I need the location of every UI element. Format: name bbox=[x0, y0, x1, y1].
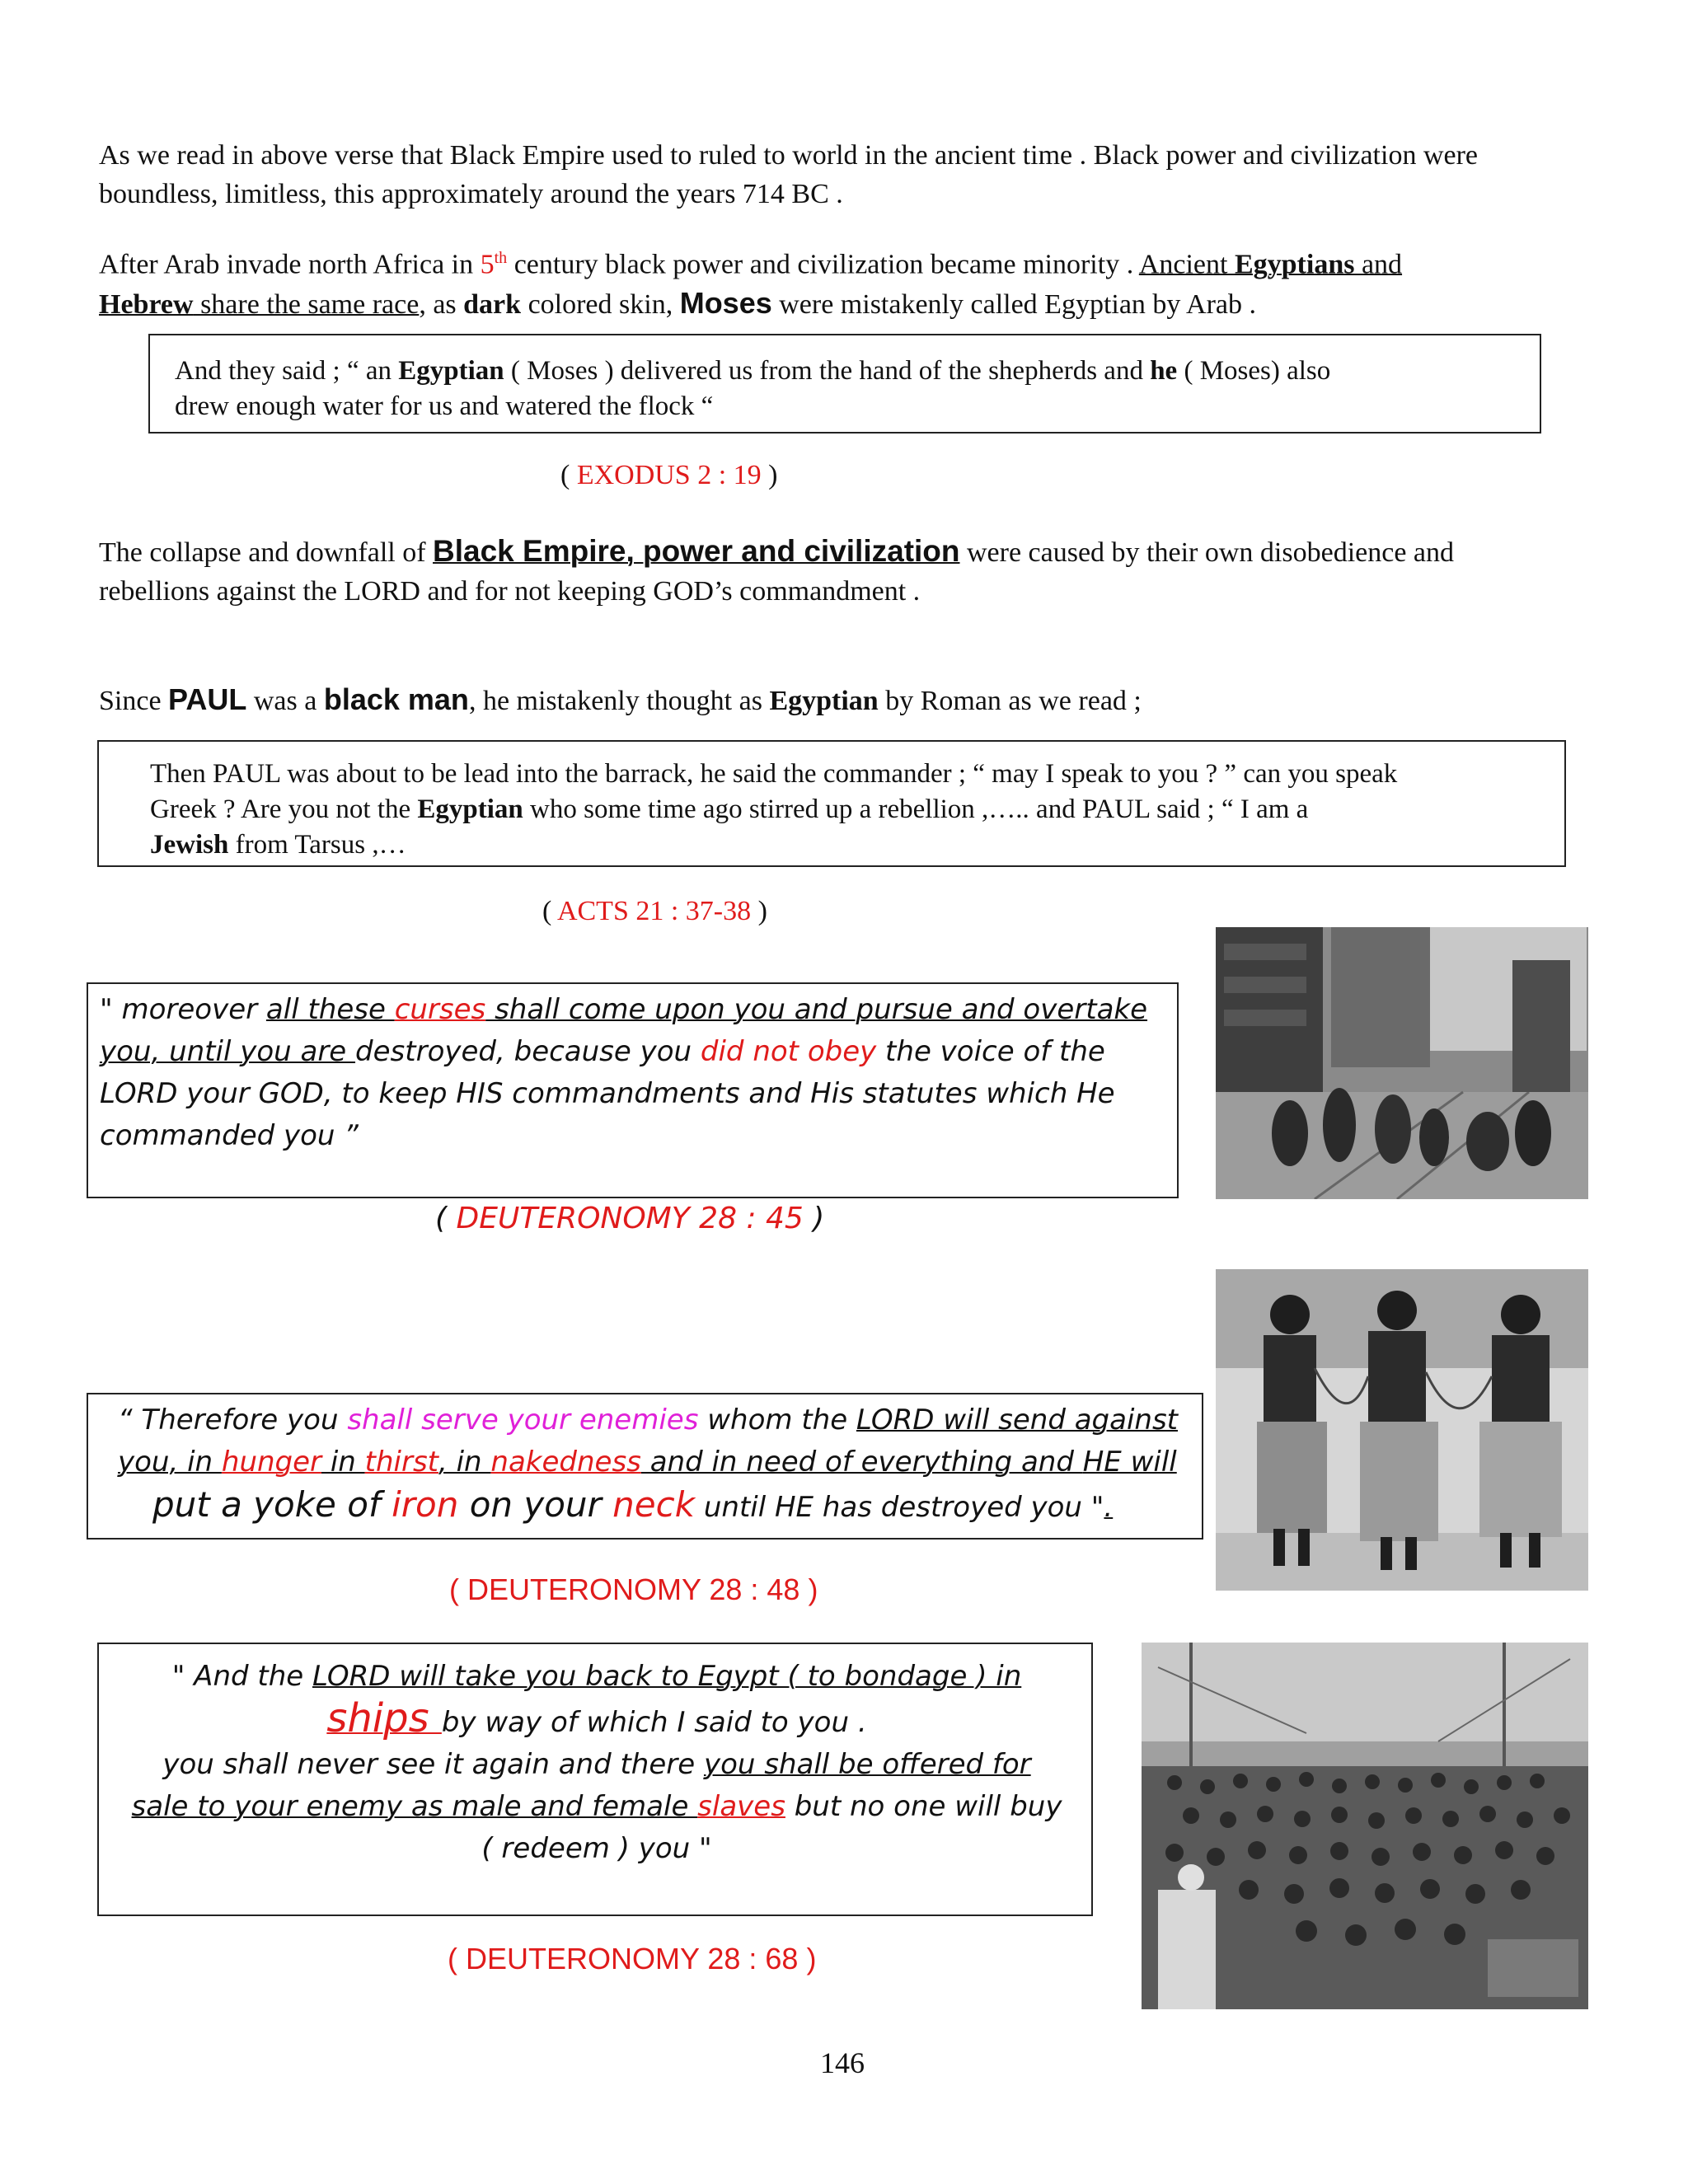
text: who some time ago stirred up a rebellion ,….. and PAUL said ; “ I am a bbox=[523, 794, 1309, 824]
underlined-text: , in bbox=[438, 1446, 491, 1479]
paragraph-paul bbox=[99, 680, 1648, 720]
collapse-line-2: rebellions against the LORD and for not keeping GOD’s commandment . bbox=[99, 576, 921, 607]
hunger-highlight: hunger bbox=[221, 1446, 322, 1479]
underlined-text: LORD will send against bbox=[856, 1404, 1179, 1436]
page-number: 146 bbox=[820, 2046, 865, 2079]
paragraph-intro bbox=[99, 136, 1632, 213]
text: from Tarsus ,… bbox=[228, 830, 406, 860]
text: you shall never see it again and there bbox=[162, 1748, 704, 1781]
nakedness-highlight: nakedness bbox=[490, 1446, 641, 1479]
text: until HE has destroyed you " bbox=[695, 1491, 1104, 1524]
iron-highlight: iron bbox=[392, 1484, 459, 1525]
text: And they said ; “ an bbox=[175, 356, 399, 386]
quote-box-deut-45 bbox=[87, 982, 1179, 1198]
text: but no one will buy bbox=[785, 1790, 1062, 1823]
paren: ( bbox=[560, 460, 577, 490]
text: " And the bbox=[171, 1660, 312, 1693]
dark-bold: dark bbox=[463, 289, 522, 321]
crowded-ship-deck-image bbox=[1142, 1643, 1588, 2009]
photo-crowded-ship-deck bbox=[1142, 1643, 1588, 2009]
egyptian-bold: Egyptian bbox=[769, 686, 879, 716]
egyptian-bold: Egyptian bbox=[398, 356, 504, 386]
underlined-text: shall come upon you and pursue and overtake bbox=[485, 993, 1148, 1026]
text: by way of which I said to you . bbox=[441, 1706, 867, 1739]
chained-men-image bbox=[1216, 1269, 1588, 1591]
paren: ( bbox=[435, 1202, 457, 1235]
text: were mistakenly called Egyptian by Arab . bbox=[771, 289, 1257, 321]
text: was a bbox=[246, 686, 324, 716]
century-number: 5 bbox=[480, 249, 495, 280]
he-bold: he bbox=[1150, 356, 1178, 386]
underlined-text: in bbox=[321, 1446, 365, 1479]
quote-box-exodus bbox=[148, 334, 1541, 434]
neck-highlight: neck bbox=[612, 1484, 696, 1525]
text: century black power and civilization became minority . bbox=[507, 249, 1139, 280]
reference-deut-48: ( DEUTERONOMY 28 : 48 ) bbox=[449, 1572, 818, 1606]
deut45-line-3: LORD your GOD, to keep HIS commandments and His statutes which He bbox=[100, 1077, 1115, 1110]
underlined-text: sale to your enemy as male and female bbox=[131, 1790, 698, 1823]
paren: ( bbox=[542, 896, 557, 926]
acts-line-1: Then PAUL was about to be lead into the barrack, he said the commander ; “ may I speak to you ? ” can you speak bbox=[150, 759, 1398, 789]
underlined-text: you shall be offered for bbox=[703, 1748, 1031, 1781]
text: colored skin, bbox=[521, 289, 680, 321]
underlined-text: and bbox=[1354, 249, 1403, 280]
paul-bold: PAUL bbox=[168, 682, 247, 716]
deut45-line-4: commanded you ” bbox=[100, 1119, 359, 1152]
text: Since bbox=[99, 686, 169, 716]
ships-highlight: ships bbox=[326, 1695, 442, 1741]
text: destroyed, because you bbox=[355, 1035, 701, 1068]
yoke-text: on your bbox=[458, 1484, 613, 1525]
quote-line-2: drew enough water for us and watered the flock “ bbox=[175, 391, 714, 421]
reference-deut-45 bbox=[435, 1202, 824, 1235]
curses-highlight: curses bbox=[394, 993, 486, 1026]
reference-acts bbox=[542, 896, 767, 927]
text: the voice of the bbox=[876, 1035, 1105, 1068]
serve-enemies-highlight: shall serve your enemies bbox=[347, 1404, 699, 1436]
black-empire-heading: Black Empire, power and civilization bbox=[433, 534, 960, 568]
paren: ) bbox=[751, 896, 767, 926]
text: After Arab invade north Africa in bbox=[99, 249, 481, 280]
text: The collapse and downfall of bbox=[99, 537, 434, 568]
text: ( Moses ) delivered us from the hand of the shepherds and bbox=[504, 356, 1151, 386]
black-man-bold: black man bbox=[323, 682, 469, 716]
underlined-text: Ancient bbox=[1138, 249, 1235, 280]
thirst-highlight: thirst bbox=[364, 1446, 438, 1479]
underlined-text: HE will bbox=[1082, 1446, 1177, 1479]
hebrew-bold: Hebrew bbox=[99, 289, 194, 321]
intro-line-1: As we read in above verse that Black Empire used to ruled to world in the ancient time . Black power and civilization were bbox=[99, 140, 1479, 171]
jewish-bold: Jewish bbox=[150, 830, 229, 860]
paren: ) bbox=[761, 460, 778, 490]
underlined-text: all these bbox=[265, 993, 395, 1026]
egyptian-bold: Egyptian bbox=[417, 794, 523, 824]
photo-chained-men bbox=[1216, 1269, 1588, 1591]
underlined-text: you, in bbox=[118, 1446, 222, 1479]
reference-text: DEUTERONOMY 28 : 45 bbox=[456, 1202, 804, 1235]
underlined-text: and in need of everything and bbox=[640, 1446, 1083, 1479]
yoke-text: put a yoke of bbox=[152, 1484, 392, 1525]
reference-text: EXODUS 2 : 19 bbox=[576, 460, 762, 490]
quote-box-acts bbox=[97, 740, 1566, 867]
slaves-highlight: slaves bbox=[697, 1790, 785, 1823]
text: whom the bbox=[698, 1404, 856, 1436]
intro-line-2: boundless, limitless, this approximately around the years 714 BC . bbox=[99, 179, 843, 209]
text: were caused by their own disobedience and bbox=[959, 537, 1454, 568]
text: , as bbox=[419, 289, 464, 321]
text: ( Moses) also bbox=[1177, 356, 1331, 386]
egyptians-bold: Egyptians bbox=[1234, 249, 1355, 280]
paragraph-collapse bbox=[99, 532, 1648, 611]
reference-text: ACTS 21 : 37-38 bbox=[556, 896, 752, 926]
moses-bold: Moses bbox=[679, 286, 772, 321]
paragraph-arab-invasion bbox=[99, 239, 1648, 324]
paren: ) bbox=[803, 1202, 825, 1235]
text: “ Therefore you bbox=[118, 1404, 348, 1436]
text: Greek ? Are you not the bbox=[150, 794, 418, 824]
quote-box-deut-68 bbox=[97, 1643, 1093, 1916]
text: , he mistakenly thought as bbox=[468, 686, 770, 716]
did-not-obey-highlight: did not obey bbox=[700, 1035, 877, 1068]
quote-box-deut-48 bbox=[87, 1393, 1203, 1540]
century-suffix: th bbox=[494, 249, 508, 267]
reference-exodus bbox=[560, 460, 778, 491]
period: . bbox=[1104, 1491, 1114, 1524]
underlined-text: you, until you are bbox=[100, 1035, 356, 1068]
text: by Roman as we read ; bbox=[878, 686, 1142, 716]
slave-ship-hold-image bbox=[1216, 927, 1588, 1199]
underlined-text: LORD will take you back to Egypt ( to bondage ) in bbox=[312, 1660, 1022, 1693]
text: " moreover bbox=[100, 993, 266, 1026]
underlined-text: share the same race bbox=[193, 289, 420, 321]
photo-slave-ship-hold bbox=[1216, 927, 1588, 1199]
deut68-line-5: ( redeem ) you " bbox=[481, 1832, 712, 1865]
reference-deut-68: ( DEUTERONOMY 28 : 68 ) bbox=[448, 1942, 817, 1975]
